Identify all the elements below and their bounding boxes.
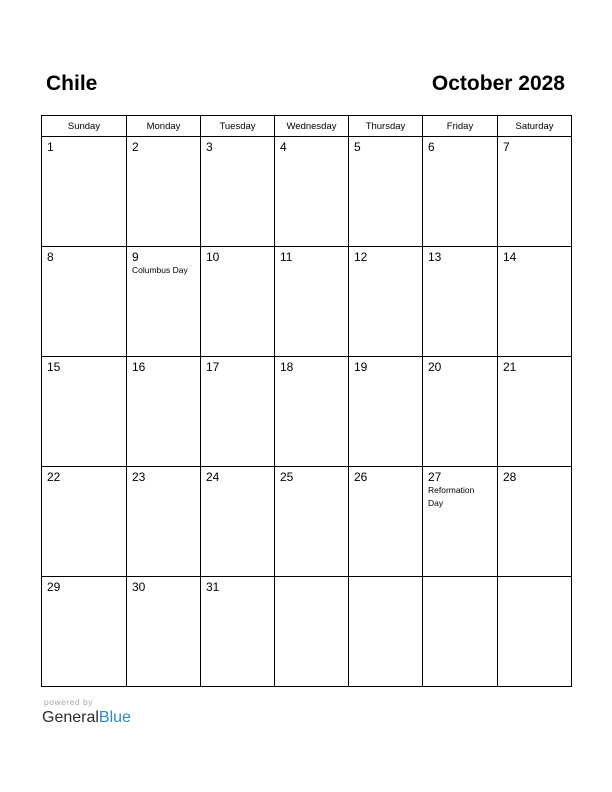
day-number: 22: [47, 470, 61, 484]
day-number: 12: [354, 250, 368, 264]
day-cell: [275, 247, 349, 357]
holiday-columbus-day: Columbus Day: [132, 265, 188, 275]
day-cell: [201, 467, 275, 577]
day-cell: [349, 577, 423, 687]
day-number: 26: [354, 470, 368, 484]
day-cell: [423, 577, 498, 687]
day-cell: [42, 357, 127, 467]
day-cell: [201, 247, 275, 357]
month-year-title: October 2028: [431, 72, 565, 95]
weekday-saturday: Saturday: [498, 116, 572, 137]
powered-by-text: powered by: [44, 697, 93, 707]
week-row: [42, 357, 572, 467]
country-title: Chile: [46, 72, 98, 95]
day-number: 6: [428, 140, 435, 154]
day-number: 1: [47, 140, 54, 154]
brand-blue: Blue: [98, 709, 131, 726]
weekday-monday: Monday: [127, 116, 201, 137]
day-cell: [498, 357, 572, 467]
brand-footer: [42, 697, 131, 728]
generalblue-logo: [42, 708, 131, 728]
day-cell: [201, 357, 275, 467]
day-cell: [275, 577, 349, 687]
day-number: 13: [428, 250, 442, 264]
day-cell: [498, 247, 572, 357]
day-cell: [201, 137, 275, 247]
day-cell: [349, 357, 423, 467]
day-number: 23: [132, 470, 146, 484]
week-row: [42, 467, 572, 577]
day-cell: [423, 357, 498, 467]
week-row: [42, 137, 572, 247]
day-number: 8: [47, 250, 54, 264]
day-number: 24: [206, 470, 220, 484]
day-number: 25: [280, 470, 294, 484]
weekday-header-row: [42, 116, 572, 137]
calendar-grid: [41, 115, 572, 687]
holiday-reformation-day: Reformation Day: [428, 485, 475, 508]
day-number: 15: [47, 360, 61, 374]
day-number: 16: [132, 360, 146, 374]
day-cell: [127, 467, 201, 577]
day-cell: [42, 577, 127, 687]
day-number: 30: [132, 580, 146, 594]
day-number: [349, 577, 422, 580]
day-cell: [127, 577, 201, 687]
day-number: 17: [206, 360, 220, 374]
day-cell: [275, 357, 349, 467]
day-cell: [42, 137, 127, 247]
day-number: [275, 577, 348, 580]
day-number: 4: [280, 140, 287, 154]
week-row: [42, 577, 572, 687]
day-cell: [423, 247, 498, 357]
day-number: 5: [354, 140, 361, 154]
week-row: [42, 247, 572, 357]
day-number: 14: [503, 250, 517, 264]
day-cell: [127, 137, 201, 247]
day-cell: [201, 577, 275, 687]
weekday-thursday: Thursday: [349, 116, 423, 137]
day-number: [498, 577, 571, 580]
day-cell: [42, 247, 127, 357]
weekday-sunday: Sunday: [42, 116, 127, 137]
day-number: 7: [503, 140, 510, 154]
day-number: 2: [132, 140, 139, 154]
day-cell: [349, 467, 423, 577]
day-number: 18: [280, 360, 294, 374]
day-number: 10: [206, 250, 220, 264]
day-number: 31: [206, 580, 220, 594]
brand-general: General: [42, 709, 99, 726]
day-cell: [42, 467, 127, 577]
day-cell: [127, 357, 201, 467]
day-cell: [127, 247, 201, 357]
day-number: 11: [280, 250, 293, 264]
day-cell: [498, 137, 572, 247]
day-number: 21: [503, 360, 517, 374]
day-number: 9: [132, 250, 139, 264]
day-cell: [498, 467, 572, 577]
day-cell: [423, 467, 498, 577]
day-cell: [349, 247, 423, 357]
day-cell: [275, 137, 349, 247]
day-cell: [423, 137, 498, 247]
weekday-friday: Friday: [423, 116, 498, 137]
weekday-tuesday: Tuesday: [201, 116, 275, 137]
day-cell: [498, 577, 572, 687]
day-number: 20: [428, 360, 442, 374]
day-number: [423, 577, 497, 580]
day-number: 28: [503, 470, 517, 484]
day-number: 19: [354, 360, 368, 374]
day-number: 27: [428, 470, 442, 484]
day-number: 3: [206, 140, 213, 154]
weekday-wednesday: Wednesday: [275, 116, 349, 137]
day-cell: [349, 137, 423, 247]
day-number: 29: [47, 580, 61, 594]
day-cell: [275, 467, 349, 577]
